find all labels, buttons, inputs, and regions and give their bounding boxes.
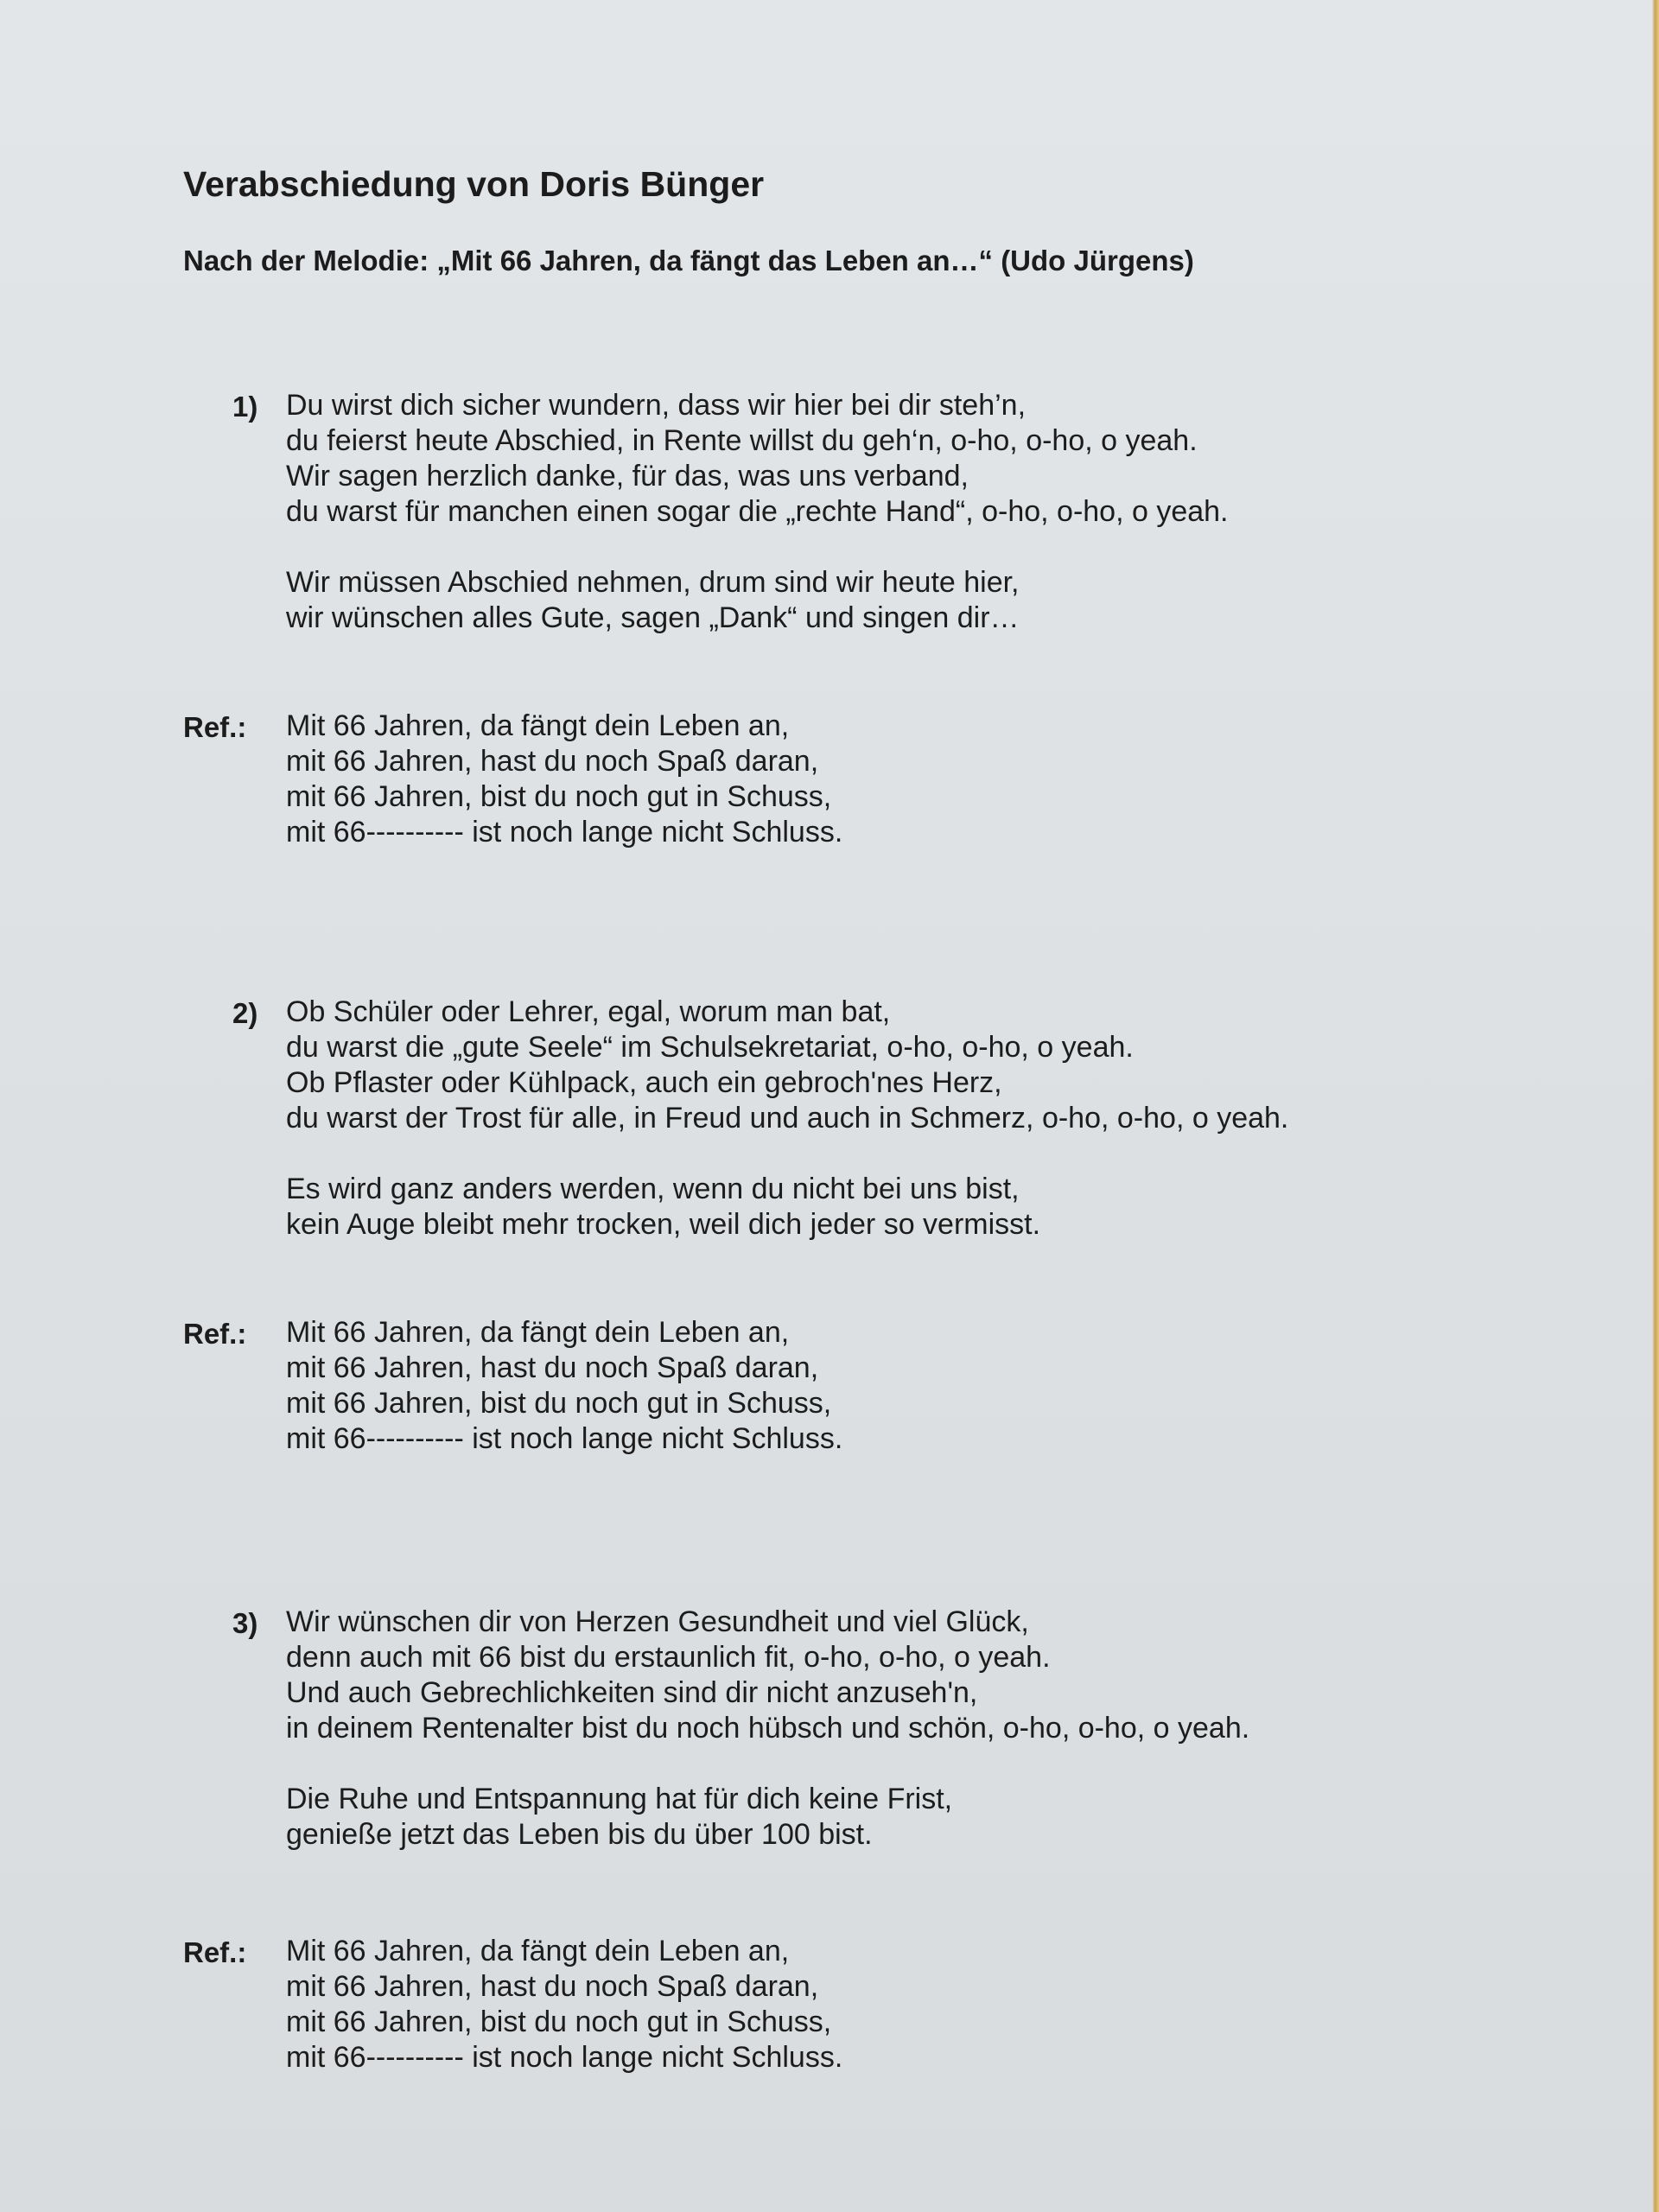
lyric-line: du feierst heute Abschied, in Rente willst du geh‘n, o-ho, o-ho, o yeah.	[286, 424, 1198, 457]
lyric-line: mit 66---------- ist noch lange nicht Schluss.	[286, 1422, 843, 1455]
lyric-line: Und auch Gebrechlichkeiten sind dir nicht anzuseh'n,	[286, 1676, 978, 1709]
lyric-line: Wir wünschen dir von Herzen Gesundheit und viel Glück,	[286, 1605, 1029, 1638]
page-title: Verabschiedung von Doris Bünger	[183, 164, 765, 204]
refrain-label: Ref.:	[183, 1318, 247, 1350]
lyric-line: Mit 66 Jahren, da fängt dein Leben an,	[286, 709, 790, 742]
lyric-line: mit 66---------- ist noch lange nicht Schluss.	[286, 816, 843, 849]
refrain-label: Ref.:	[183, 711, 247, 743]
lyric-line: du warst der Trost für alle, in Freud und auch in Schmerz, o-ho, o-ho, o yeah.	[286, 1102, 1289, 1135]
refrain-lines	[286, 1315, 842, 1457]
lyric-line: Wir sagen herzlich danke, für das, was uns verband,	[286, 460, 969, 493]
verse-lines	[286, 1605, 1249, 1853]
lyric-line: Wir müssen Abschied nehmen, drum sind wir heute hier,	[286, 566, 1020, 599]
melody-subtitle: Nach der Melodie: „Mit 66 Jahren, da fängt das Leben an…“ (Udo Jürgens)	[183, 245, 1194, 276]
lyric-line: Die Ruhe und Entspannung hat für dich keine Frist,	[286, 1783, 953, 1815]
paper-edge	[1652, 0, 1659, 2212]
lyric-line: wir wünschen alles Gute, sagen „Dank“ und singen dir…	[286, 601, 1020, 634]
lyric-line: denn auch mit 66 bist du erstaunlich fit, o-ho, o-ho, o yeah.	[286, 1641, 1051, 1674]
lyric-line: du warst die „gute Seele“ im Schulsekretariat, o-ho, o-ho, o yeah.	[286, 1031, 1134, 1064]
refrain-label: Ref.:	[183, 1936, 247, 1968]
verse-lines	[286, 995, 1288, 1243]
lyric-line: mit 66 Jahren, hast du noch Spaß daran,	[286, 1970, 819, 2003]
lyric-line: Es wird ganz anders werden, wenn du nicht bei uns bist,	[286, 1173, 1020, 1205]
lyric-line: Ob Pflaster oder Kühlpack, auch ein gebroch'nes Herz,	[286, 1066, 1002, 1099]
lyric-line: Ob Schüler oder Lehrer, egal, worum man bat,	[286, 995, 891, 1028]
verse-number: 2)	[232, 997, 258, 1029]
lyric-line: kein Auge bleibt mehr trocken, weil dich jeder so vermisst.	[286, 1208, 1041, 1241]
refrain-lines	[286, 709, 842, 850]
lyric-line: Du wirst dich sicher wundern, dass wir hier bei dir steh’n,	[286, 389, 1027, 422]
verse-lines	[286, 388, 1229, 636]
lyric-line: Mit 66 Jahren, da fängt dein Leben an,	[286, 1935, 790, 1967]
lyric-line: du warst für manchen einen sogar die „rechte Hand“, o-ho, o-ho, o yeah.	[286, 495, 1229, 528]
lyric-line: mit 66 Jahren, bist du noch gut in Schuss,	[286, 1387, 832, 1420]
verse-number: 3)	[232, 1607, 258, 1639]
lyric-line: genieße jetzt das Leben bis du über 100 bist.	[286, 1818, 873, 1851]
lyric-line: Mit 66 Jahren, da fängt dein Leben an,	[286, 1316, 790, 1349]
refrain-lines	[286, 1934, 842, 2075]
lyric-line: mit 66 Jahren, bist du noch gut in Schuss,	[286, 780, 832, 813]
lyric-line: mit 66 Jahren, bist du noch gut in Schuss,	[286, 2005, 832, 2038]
verse-number: 1)	[232, 391, 258, 423]
lyric-line: mit 66 Jahren, hast du noch Spaß daran,	[286, 1351, 819, 1384]
lyric-line: mit 66---------- ist noch lange nicht Schluss.	[286, 2041, 843, 2074]
lyric-line: in deinem Rentenalter bist du noch hübsch und schön, o-ho, o-ho, o yeah.	[286, 1712, 1250, 1745]
lyric-line: mit 66 Jahren, hast du noch Spaß daran,	[286, 745, 819, 778]
